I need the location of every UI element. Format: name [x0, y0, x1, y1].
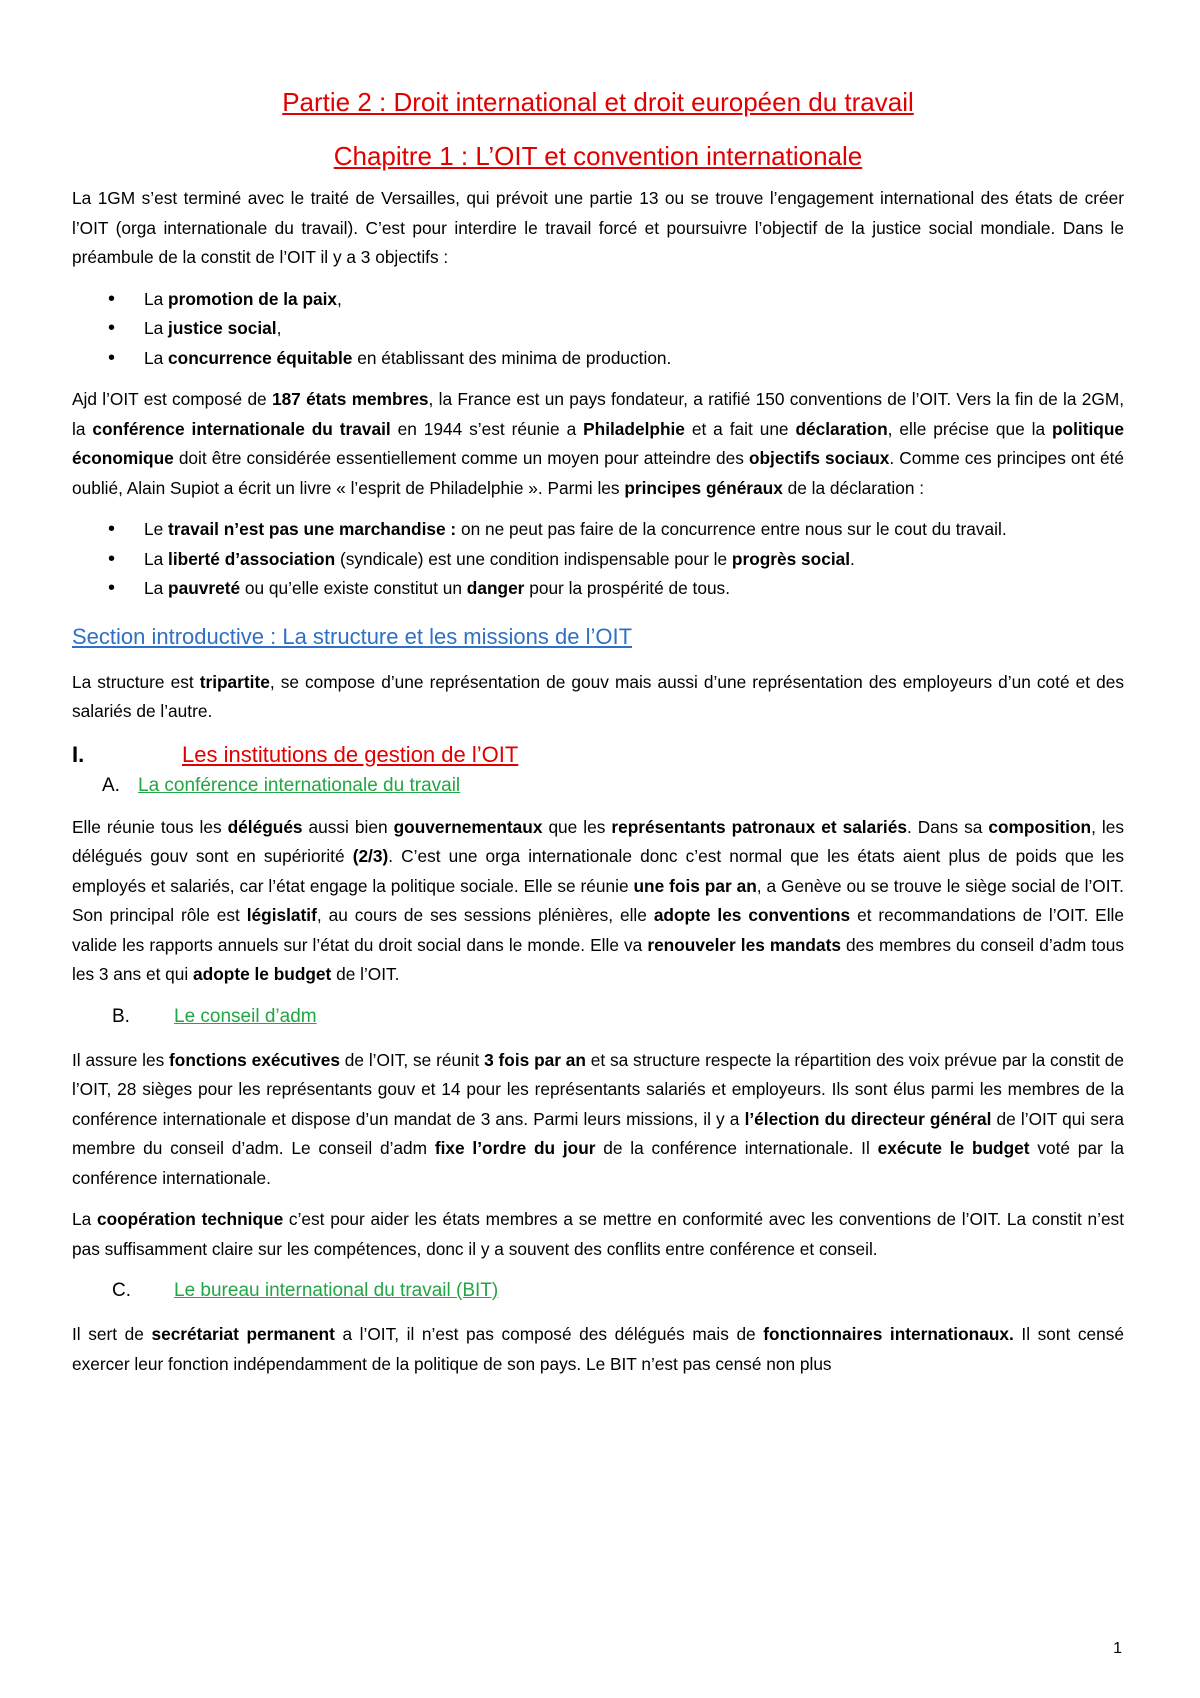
list-item: • La pauvreté ou qu’elle existe constitut un danger pour la prospérité de tous. — [72, 574, 1124, 604]
cooperation-paragraph: La coopération technique c’est pour aider les états membres a se mettre en conformité avec les conventions de l’OIT. La constit n’est pas suffisamment claire sur les compétences, donc il y a souvent des conflits entre conférence et conseil. — [72, 1209, 1124, 1259]
part-c-heading: C. Le bureau international du travail (BIT) — [112, 1280, 499, 1301]
intro-paragraph: La 1GM s’est terminé avec le traité de Versailles, qui prévoit une partie 13 ou se trouve l’engagement international des états de créer l’OIT (orga internationale du travail). C’est pour interdire le travail forcé et poursuivre l’objectif de la justice social mondiale. Dans le préambule de la constit de l’OIT il y a 3 objectifs : — [72, 188, 1124, 267]
objectives-list — [72, 285, 1124, 374]
page-number: 1 — [1113, 1640, 1122, 1657]
conseil-paragraph: Il assure les fonctions exécutives de l’OIT, se réunit 3 fois par an et sa structure respecte la répartition des voix prévue par la constit de l’OIT, 28 sièges pour les représentants gouv et 14 pour les représentants salariés et employeurs. Ils sont élus parmi les membres de la conférence internationale et dispose d’un mandat de 3 ans. Parmi leurs missions, il y a l’élection du directeur général de l’OIT qui sera membre du conseil d’adm. Le conseil d’adm fixe l’ordre du jour de la conférence internationale. Il exécute le budget voté par la conférence internationale. — [72, 1049, 1124, 1188]
list-item: • La promotion de la paix, — [72, 285, 1124, 315]
structure-paragraph: La structure est tripartite, se compose d’une représentation de gouv mais aussi d’une représentation des employeurs d’un coté et des salariés de l’autre. — [72, 671, 1124, 721]
section-intro-heading: Section introductive : La structure et les missions de l’OIT — [72, 623, 633, 649]
document-page — [72, 82, 1124, 1391]
list-item: • La concurrence équitable en établissant des minima de production. — [72, 344, 1124, 374]
part-b-heading: B. Le conseil d’adm — [112, 1005, 317, 1027]
part-i-heading: I. Les institutions de gestion de l’OIT — [72, 741, 519, 767]
philadelphia-paragraph: Ajd l’OIT est composé de 187 états membres, la France est un pays fondateur, a ratifié 150 conventions de l’OIT. Vers la fin de la 2GM, la conférence internationale du travail en 1944 s’est réunie a Philadelphie et a fait une déclaration, elle précise que la politique économique doit être considérée essentiellement comme un moyen pour atteindre des objectifs sociaux. Comme ces principes ont été oublié, Alain Supiot a écrit un livre « l’esprit de Philadelphie ». Parmi les principes généraux de la déclaration : — [72, 389, 1125, 498]
principles-list — [72, 515, 1124, 604]
list-item: • La liberté d’association (syndicale) est une condition indispensable pour le progrès social. — [72, 545, 1124, 575]
part-a-heading: A. La conférence internationale du travail — [102, 774, 461, 796]
list-item: • La justice social, — [72, 314, 1124, 344]
bit-paragraph: Il sert de secrétariat permanent a l’OIT, il n’est pas composé des délégués mais de fonctionnaires internationaux. Il sont censé exercer leur fonction indépendamment de la politique de son pays. Le BIT n’est pas censé non plus — [72, 1324, 1125, 1374]
list-item: • Le travail n’est pas une marchandise : on ne peut pas faire de la concurrence entre nous sur le cout du travail. — [72, 515, 1124, 545]
chapter-title: Chapitre 1 : L’OIT et convention internationale — [333, 141, 863, 171]
conference-paragraph: Elle réunie tous les délégués aussi bien gouvernementaux que les représentants patronaux et salariés. Dans sa composition, les délégués gouv sont en supériorité (2/3). C’est une orga internationale donc c’est normal que les états aient plus de poids que les employés et salariés, car l’état engage la politique sociale. Elle se réunie une fois par an, a Genève ou se trouve le siège social de l’OIT. Son principal rôle est législatif, au cours de ses sessions plénières, elle adopte les conventions et recommandations de l’OIT. Elle valide les rapports annuels sur l’état du droit social dans le monde. Elle va renouveler les mandats des membres du conseil d’adm tous les 3 ans et qui adopte le budget de l’OIT. — [72, 816, 1125, 984]
document-title: Partie 2 : Droit international et droit européen du travail — [282, 87, 914, 117]
